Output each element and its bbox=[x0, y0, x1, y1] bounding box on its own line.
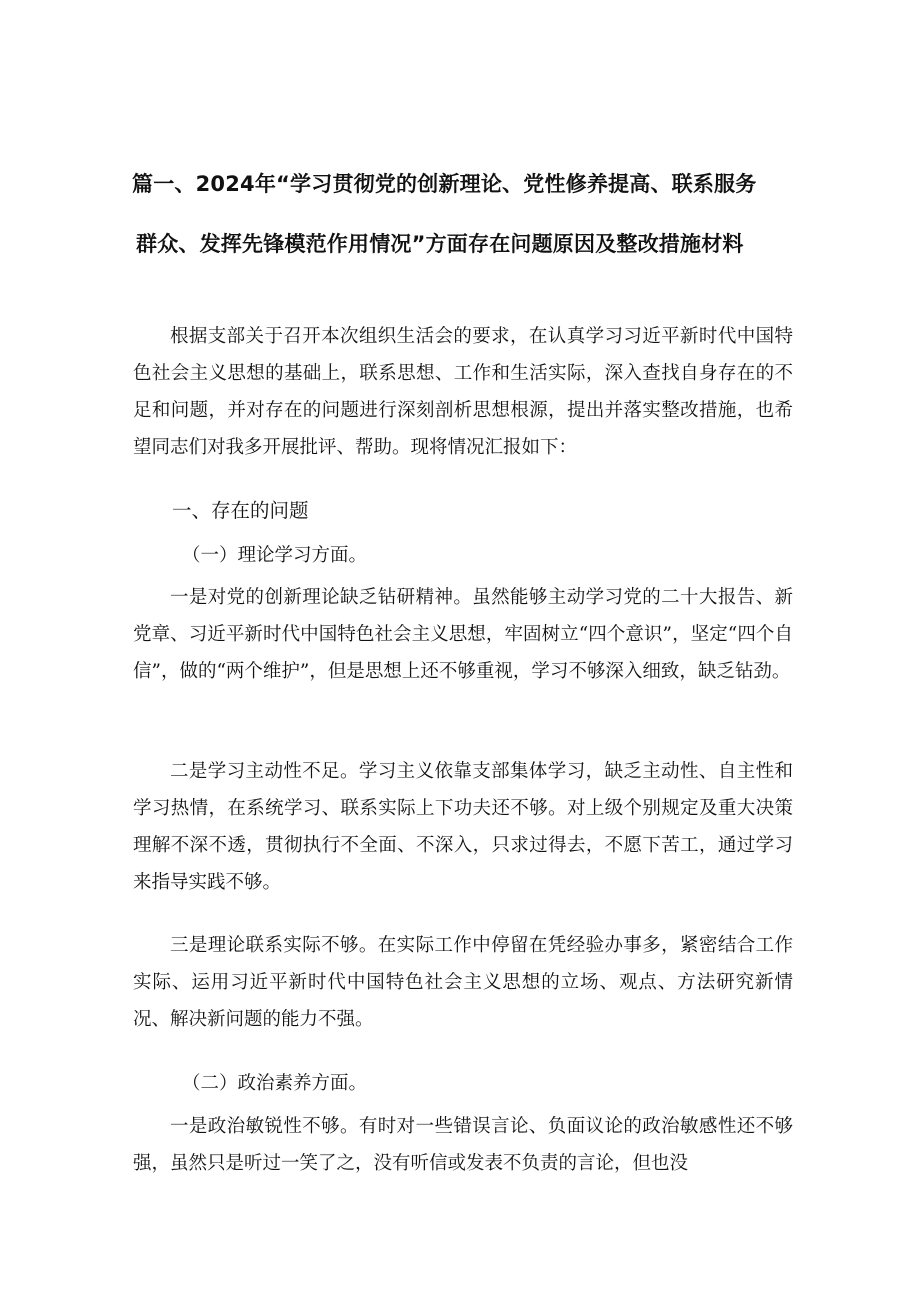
document-title-line-2: 群众、发挥先锋模范作用情况”方面存在问题原因及整改措施材料 bbox=[136, 232, 744, 256]
document-title-line-1: 篇一、2024年“学习贯彻党的创新理论、党性修养提高、联系服务 bbox=[132, 172, 757, 196]
subsection-heading-political-literacy: （二）政治素养方面。 bbox=[182, 1073, 368, 1094]
problem-paragraph-3: 三是理论联系实际不够。在实际工作中停留在凭经验办事多，紧密结合工作实际、运用习近平新时代中国特色社会主义思想的立场、观点、方法研究新情况、解决新问题的能力不强。 bbox=[133, 935, 793, 1030]
intro-paragraph: 根据支部关于召开本次组织生活会的要求，在认真学习习近平新时代中国特色社会主义思想的基础上，联系思想、工作和生活实际，深入查找自身存在的不足和问题，并对存在的问题进行深刻剖析思想根源，提出并落实整改措施，也希望同志们对我多开展批评、帮助。现将情况汇报如下： bbox=[133, 326, 793, 458]
problem-paragraph-2: 二是学习主动性不足。学习主义依靠支部集体学习，缺乏主动性、自主性和学习热情，在系统学习、联系实际上下功夫还不够。对上级个别规定及重大决策理解不深不透，贯彻执行不全面、不深入，只求过得去，不愿下苦工，通过学习来指导实践不够。 bbox=[133, 761, 793, 893]
problem-paragraph-4: 一是政治敏锐性不够。有时对一些错误言论、负面议论的政治敏感性还不够强，虽然只是听过一笑了之，没有听信或发表不负责的言论，但也没 bbox=[133, 1116, 793, 1174]
subsection-heading-theory-study: （一）理论学习方面。 bbox=[182, 545, 368, 566]
section-heading-problems: 一、存在的问题 bbox=[172, 499, 309, 522]
problem-paragraph-1: 一是对党的创新理论缺乏钻研精神。虽然能够主动学习党的二十大报告、新党章、习近平新时代中国特色社会主义思想，牢固树立“四个意识”，坚定“四个自信”，做的“两个维护”，但是思想上还不够重视，学习不够深入细致，缺乏钻劲。 bbox=[133, 587, 793, 682]
